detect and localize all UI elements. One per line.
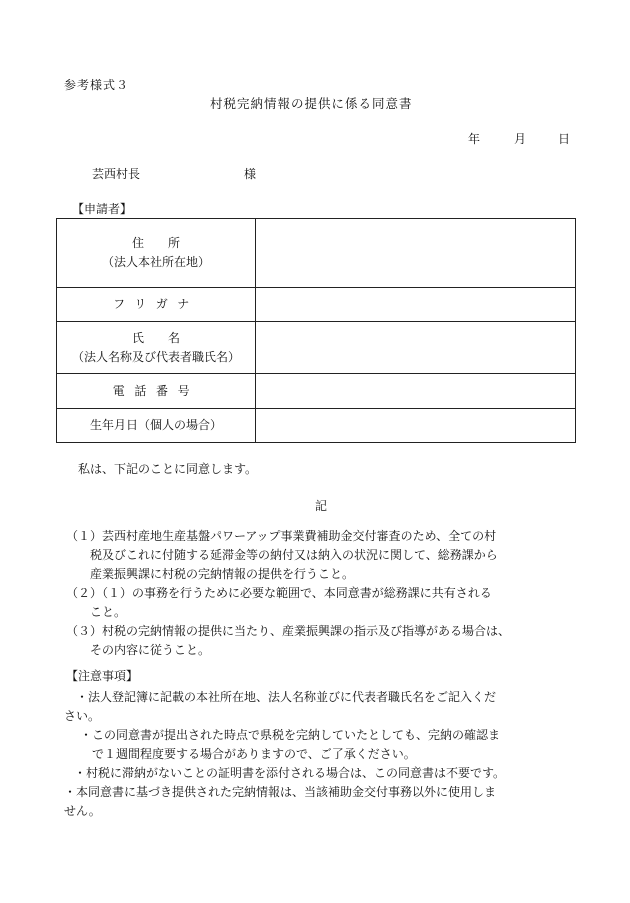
note-line: ・法人登記簿に記載の本社所在地、法人名称並びに代表者職氏名をご記入くだ (76, 690, 497, 704)
note-line: で１週間程度要する場合がありますので、ご了承ください。 (92, 747, 416, 761)
address-label: 住 所 (131, 236, 180, 250)
note-line: ・本同意書に基づき提供された完納情報は、当該補助金交付事務以外に使用しま (64, 785, 497, 799)
furigana-label: フリガナ (113, 297, 199, 311)
phone-value-cell[interactable] (256, 374, 576, 409)
notes-title: 【注意事項】 (66, 669, 139, 683)
date-day: 日 (558, 132, 571, 146)
table-row (57, 409, 576, 443)
furigana-value-cell[interactable] (256, 288, 576, 322)
consent-item-2 (66, 584, 586, 622)
birthdate-label-cell (57, 409, 256, 443)
note-item-4 (64, 783, 584, 821)
furigana-label-cell (57, 288, 256, 322)
note-line: ・この同意書が提出された時点で県税を完納していたとしても、完納の確認ま (80, 728, 501, 742)
address-value-cell[interactable] (256, 219, 576, 288)
table-row (57, 219, 576, 288)
addressee-honorific: 様 (244, 167, 257, 181)
date-month: 月 (514, 132, 527, 146)
consent-item-line: その内容に従うこと。 (90, 643, 211, 657)
name-value-cell[interactable] (256, 322, 576, 374)
note-item-1 (64, 688, 596, 726)
addressee-name: 芸西村長 (92, 167, 141, 181)
ki-heading: 記 (315, 499, 328, 513)
note-line: さい。 (64, 709, 101, 723)
table-row (57, 288, 576, 322)
date-line (468, 133, 570, 145)
consent-item-1 (66, 527, 586, 584)
consent-item-3 (66, 622, 586, 660)
birthdate-value-cell[interactable] (256, 409, 576, 443)
address-label-cell (57, 219, 256, 288)
date-year: 年 (468, 132, 481, 146)
consent-item-line: （３）村税の完納情報の提供に当たり、産業振興課の指示及び指導がある場合は、 (66, 624, 511, 638)
consent-item-line: こと。 (90, 605, 127, 619)
form-number: 参考様式３ (64, 78, 130, 92)
consent-item-line: （１）芸西村産地生産基盤パワーアップ事業費補助金交付審査のため、全ての村 (66, 529, 497, 543)
birthdate-label: 生年月日（個人の場合） (89, 418, 222, 432)
document-title: 村税完納情報の提供に係る同意書 (210, 96, 413, 111)
note-item-2 (80, 726, 600, 764)
consent-statement: 私は、下記のことに同意します。 (78, 462, 258, 476)
note-item-3 (74, 764, 594, 783)
consent-item-line: （２）（１）の事務を行うために必要な範囲で、本同意書が総務課に共有される (66, 586, 492, 600)
note-line: せん。 (64, 804, 101, 818)
table-row (57, 374, 576, 409)
note-line: ・村税に滞納がないことの証明書を添付される場合は、この同意書は不要です。 (74, 766, 506, 780)
consent-item-line: 税及びこれに付随する延滞金等の納付又は納入の状況に関して、総務課から (90, 548, 498, 562)
name-label-cell (57, 322, 256, 374)
consent-item-line: 産業振興課に村税の完納情報の提供を行うこと。 (90, 567, 355, 581)
name-label: 氏 名 (131, 330, 180, 345)
phone-label: 電話番号 (112, 383, 200, 398)
phone-label-cell (57, 374, 256, 409)
table-row (57, 322, 576, 374)
address-sublabel: （法人本社所在地） (101, 255, 210, 269)
applicant-table (56, 218, 576, 443)
addressee (92, 168, 256, 180)
name-sublabel: （法人名称及び代表者職氏名） (71, 349, 240, 364)
applicant-section-label: 【申請者】 (72, 202, 133, 216)
